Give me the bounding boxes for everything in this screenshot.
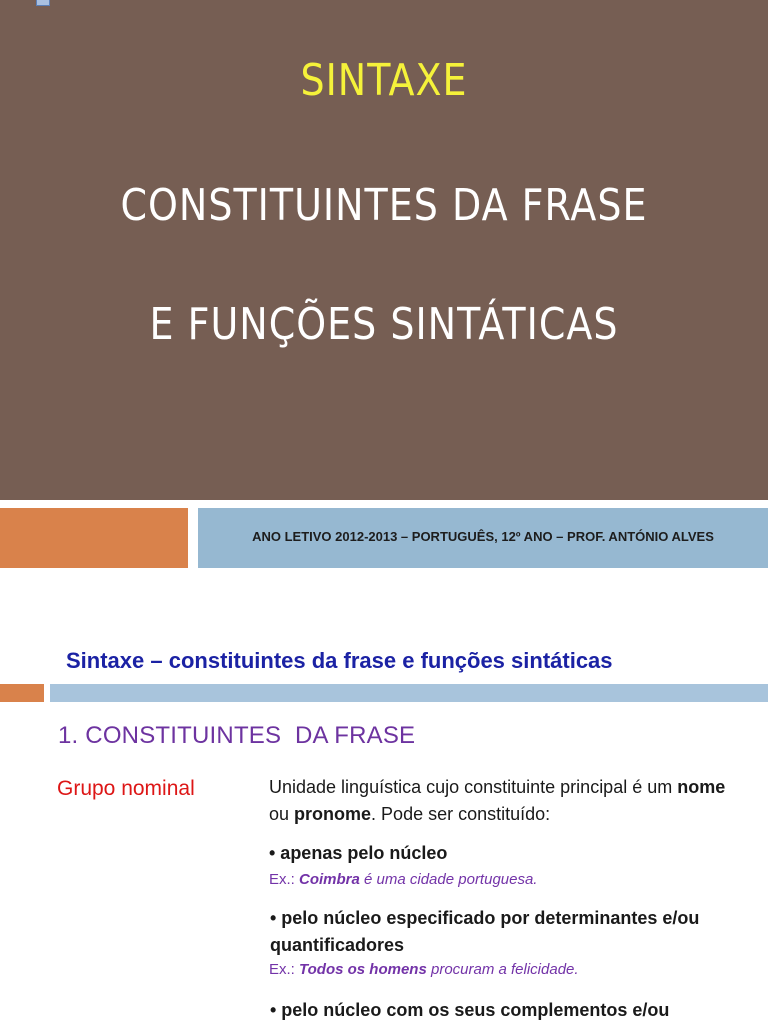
example-line [269,961,579,978]
example-lead: Ex.: [269,871,300,888]
cover-subtitle-line2: E FUNÇÕES SINTÁTICAS [149,298,619,350]
term-label: Grupo nominal [57,777,195,800]
bullet-item: • pelo núcleo especificado por determinantes e/ou quantificadores [270,908,700,955]
example-line [269,871,537,888]
definition-bold-pronome: pronome [294,804,372,824]
cover-subtitle-line1: CONSTITUINTES DA FRASE [120,179,648,231]
orange-accent-small [0,684,44,702]
slide-corner-marker [36,0,50,6]
example-rest: é uma cidade portuguesa. [359,871,538,888]
definition-text-2: ou [269,804,295,824]
definition-text-1: Unidade linguística cujo constituinte principal é um [269,777,678,797]
example-lead: Ex.: [269,961,300,978]
bullet-item: • pelo núcleo com os seus complementos e/ou [270,1000,670,1020]
cover-title: SINTAXE [300,54,468,106]
definition-bold-nome: nome [677,777,726,797]
bullet-item: • apenas pelo núcleo [269,843,448,863]
heading-underline-bar [50,684,768,702]
example-highlight: Coimbra [299,871,360,888]
example-rest: procuram a felicidade. [426,961,579,978]
cover-footer-text: ANO LETIVO 2012-2013 – PORTUGUÊS, 12º ANO – PROF. ANTÓNIO ALVES [252,529,714,544]
definition-text-3: . Pode ser constituído: [371,804,551,824]
section-title: 1. CONSTITUINTES DA FRASE [58,722,416,749]
cover-slide [0,0,768,500]
term-definition [269,774,739,828]
orange-accent-block [0,508,188,568]
example-highlight: Todos os homens [299,961,427,978]
cover-footer-band [198,508,768,568]
slide-heading: Sintaxe – constituintes da frase e funções sintáticas [66,648,613,673]
